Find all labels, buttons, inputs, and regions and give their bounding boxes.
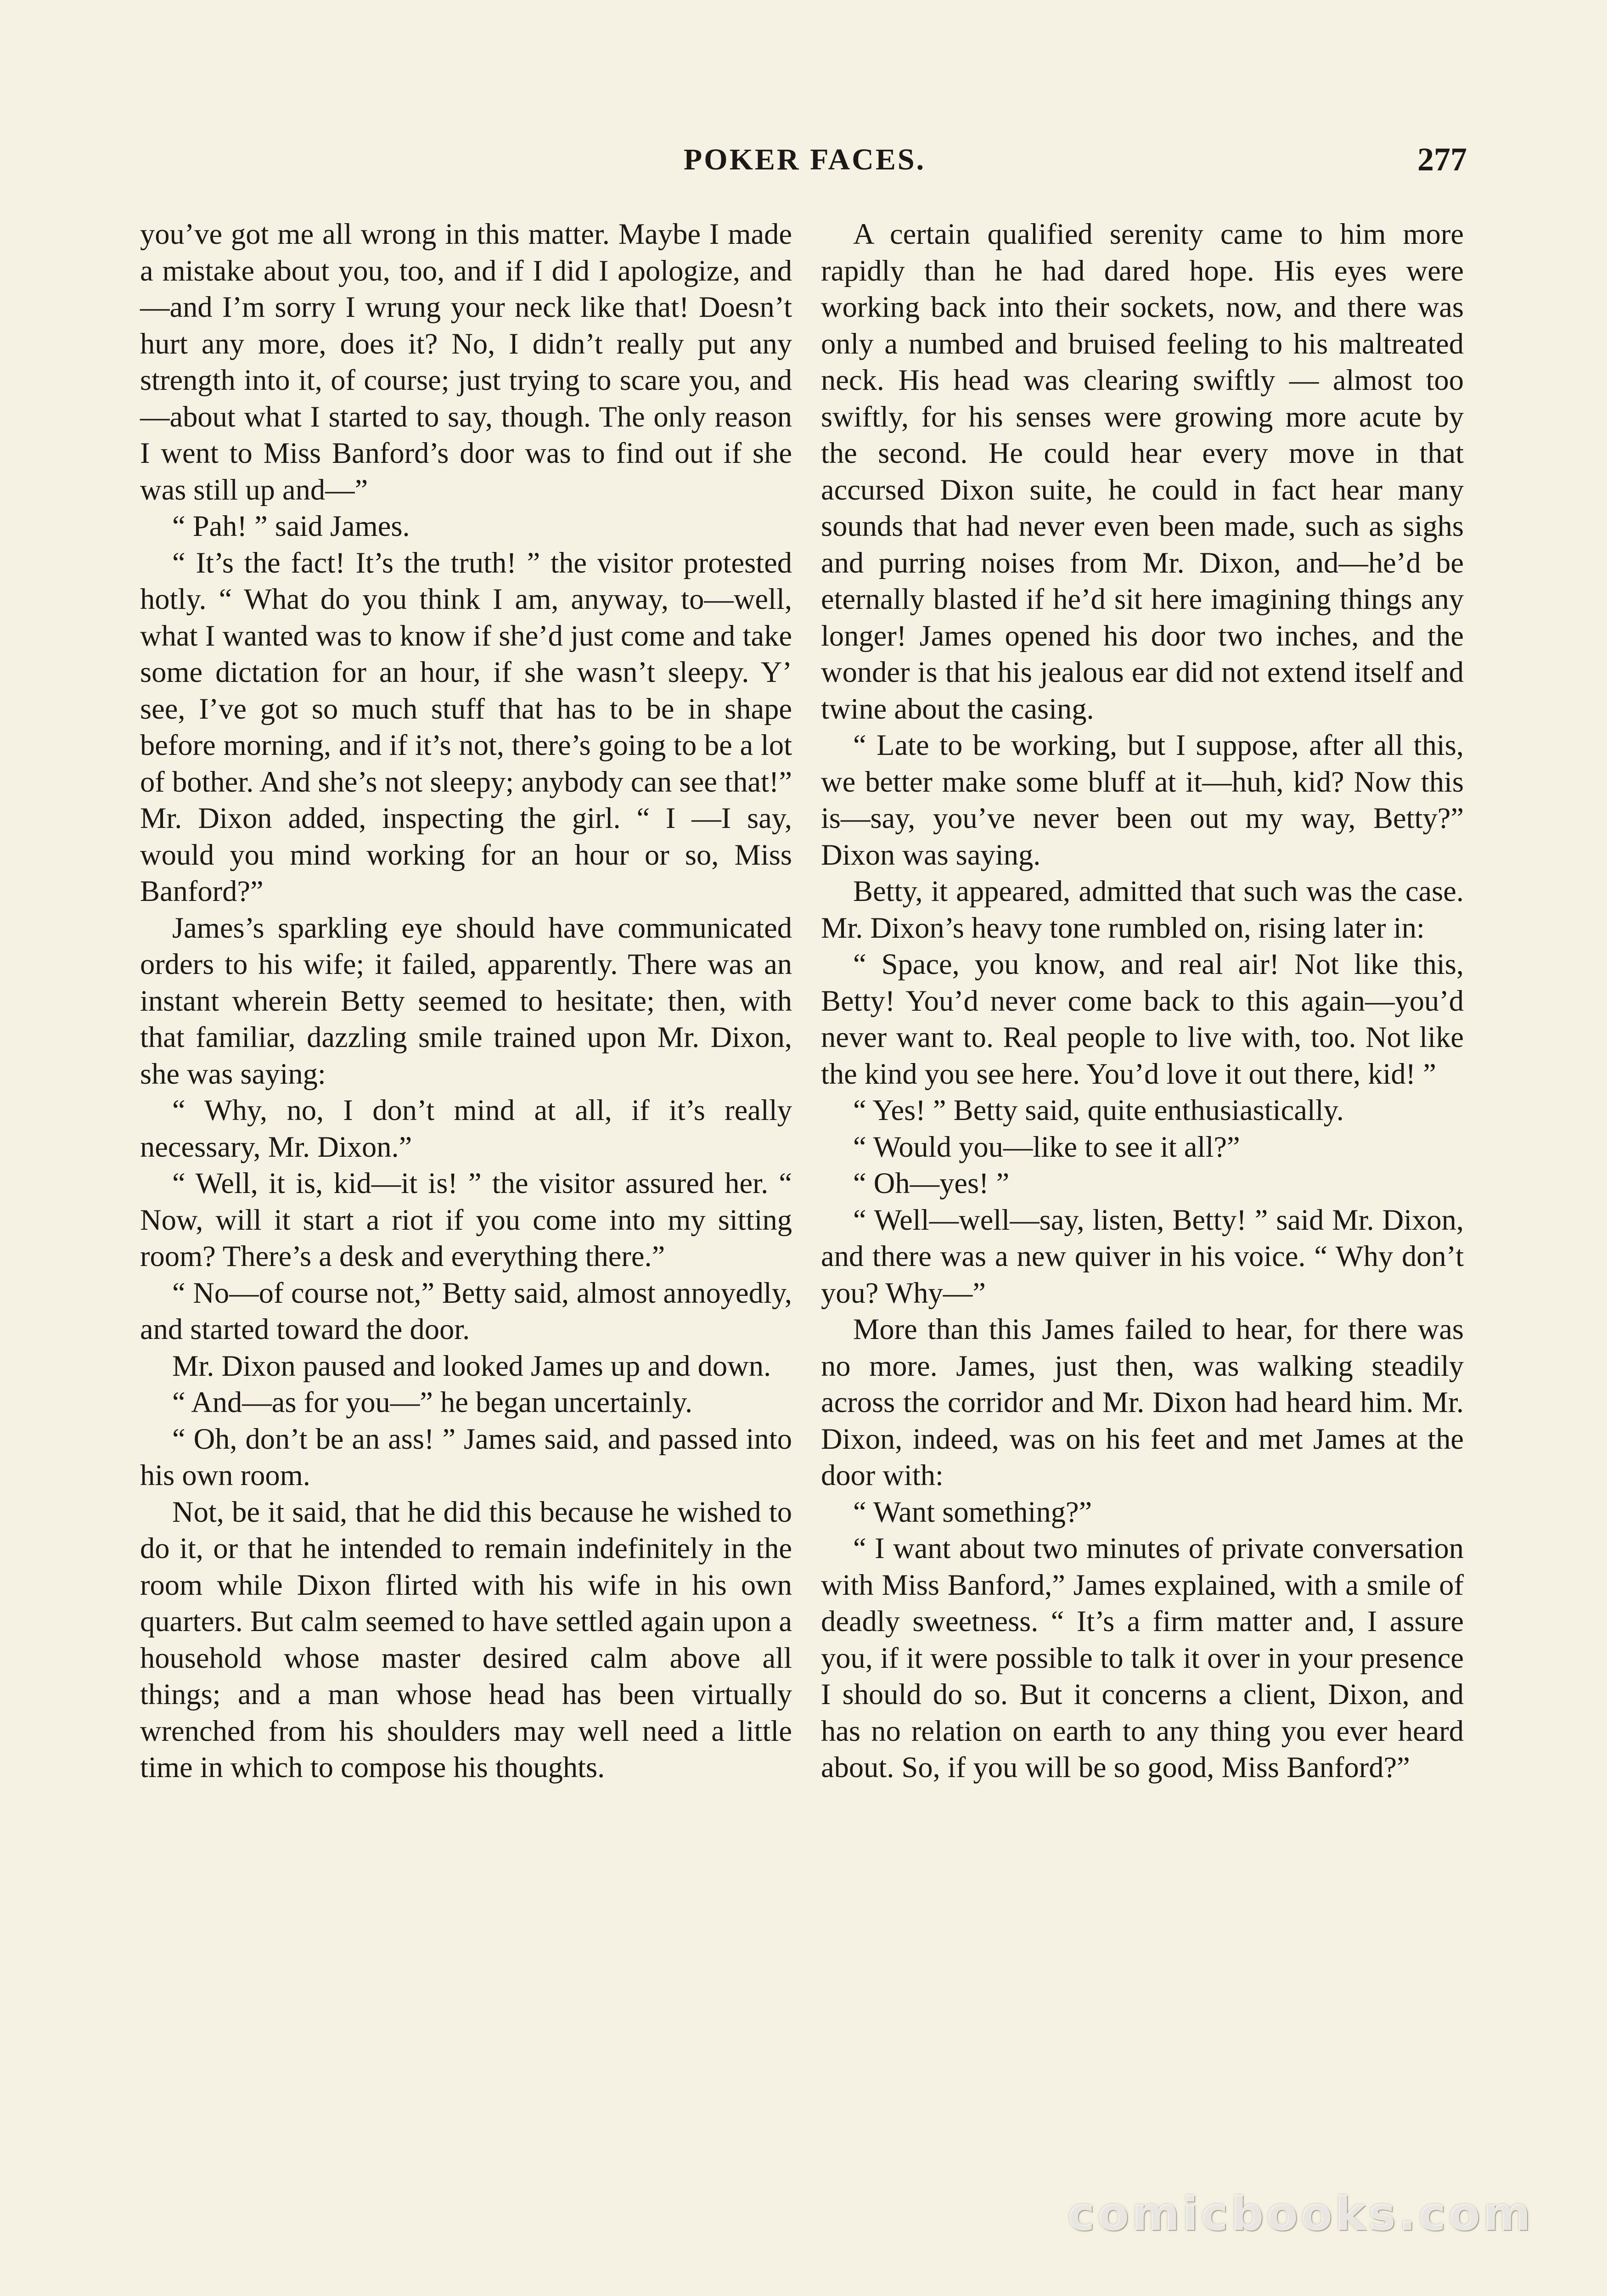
paragraph: Betty, it appeared, admitted that such was the case. Mr. Dixon’s heavy tone rumbled on, rising later in: (821, 875, 1464, 944)
paragraph: “ Would you—like to see it all?” (853, 1130, 1240, 1163)
paragraph: Not, be it said, that he did this because he wished to do it, or that he intended to remain indefinitely in the room while Dixon flirted with his wife in his own quarters. But calm seemed to have settled again upon a household whose master desired calm above all things; and a man whose head has been virtually wrenched from his shoulders may well need a little time in which to compose his thoughts. (140, 1495, 792, 1784)
paragraph: More than this James failed to hear, for there was no more. James, just then, was walking steadily across the corridor and Mr. Dixon had heard him. Mr. Dixon, indeed, was on his feet and met James at the door with: (821, 1313, 1464, 1491)
paragraph: “ I want about two minutes of private conversation with Miss Banford,” James explained, with a smile of deadly sweetness. “ It’s a firm matter and, I assure you, if it were possible to talk it over in your presence I should do so. But it concerns a client, Dixon, and has no relation on earth to any thing you ever heard about. So, if you will be so good, Miss Banford?” (821, 1532, 1464, 1784)
paragraph: “ Oh, don’t be an ass! ” James said, and passed into his own room. (140, 1422, 792, 1491)
watermark: comicbooks.com (1068, 2187, 1534, 2241)
paragraph: “ Oh—yes! ” (853, 1167, 1010, 1199)
left-column (140, 216, 792, 1786)
paragraph: “ No—of course not,” Betty said, almost annoyedly, and started toward the door. (140, 1276, 792, 1345)
paragraph: “ Pah! ” said James. (172, 510, 410, 542)
paragraph: “ And—as for you—” he began uncertainly. (172, 1386, 693, 1418)
page-header (142, 138, 1467, 193)
running-title: POKER FACES. (683, 143, 926, 176)
page-number: 277 (1417, 141, 1467, 178)
paragraph: “ Yes! ” Betty said, quite enthusiastically. (853, 1094, 1344, 1126)
paragraph: “ Well—well—say, listen, Betty! ” said Mr. Dixon, and there was a new quiver in his voice. “ Why don’t you? Why—” (821, 1203, 1464, 1309)
paragraph: James’s sparkling eye should have communicated orders to his wife; it failed, apparently. There was an instant wherein Betty seemed to hesitate; then, with that familiar, dazzling smile trained upon Mr. Dixon, she was saying: (140, 911, 792, 1090)
paragraph: “ Well, it is, kid—it is! ” the visitor assured her. “ Now, will it start a riot if you come into my sitting room? There’s a desk and everything there.” (140, 1167, 792, 1272)
paragraph: “ Late to be working, but I suppose, after all this, we better make some bluff at it—huh, kid? Now this is—say, you’ve never been out my way, Betty?” Dixon was saying. (821, 729, 1464, 871)
paragraph: you’ve got me all wrong in this matter. Maybe I made a mistake about you, too, and if I did I apologize, and—and I’m sorry I wrung your neck like that! Doesn’t hurt any more, does it? No, I didn’t really put any strength into it, of course; just trying to scare you, and—about what I started to say, though. The only reason I went to Miss Banford’s door was to find out if she was still up and—” (140, 218, 792, 506)
paragraph: “ Why, no, I don’t mind at all, if it’s really necessary, Mr. Dixon.” (140, 1094, 792, 1163)
right-column (821, 216, 1464, 1786)
paragraph: Mr. Dixon paused and looked James up and down. (172, 1349, 771, 1382)
paragraph: “ Space, you know, and real air! Not like this, Betty! You’d never come back to this again—you’d never want to. Real people to live with, too. Not like the kind you see here. You’d love it out there, kid! ” (821, 948, 1464, 1090)
paragraph: “ It’s the fact! It’s the truth! ” the visitor protested hotly. “ What do you think I am, anyway, to—well, what I wanted was to know if she’d just come and take some dictation for an hour, if she wasn’t sleepy. Y’ see, I’ve got so much stuff that has to be in shape before morning, and if it’s not, there’s going to be a lot of bother. And she’s not sleepy; anybody can see that!” Mr. Dixon added, inspecting the girl. “ I —I say, would you mind working for an hour or so, Miss Banford?” (140, 546, 792, 907)
paragraph: A certain qualified serenity came to him more rapidly than he had dared hope. His eyes were working back into their sockets, now, and there was only a numbed and bruised feeling to his maltreated neck. His head was clearing swiftly — almost too swiftly, for his senses were growing more acute by the second. He could hear every move in that accursed Dixon suite, he could in fact hear many sounds that had never even been made, such as sighs and purring noises from Mr. Dixon, and—he’d be eternally blasted if he’d sit here imagining things any longer! James opened his door two inches, and the wonder is that his jealous ear did not extend itself and twine about the casing. (821, 218, 1464, 725)
paragraph: “ Want something?” (853, 1495, 1092, 1528)
